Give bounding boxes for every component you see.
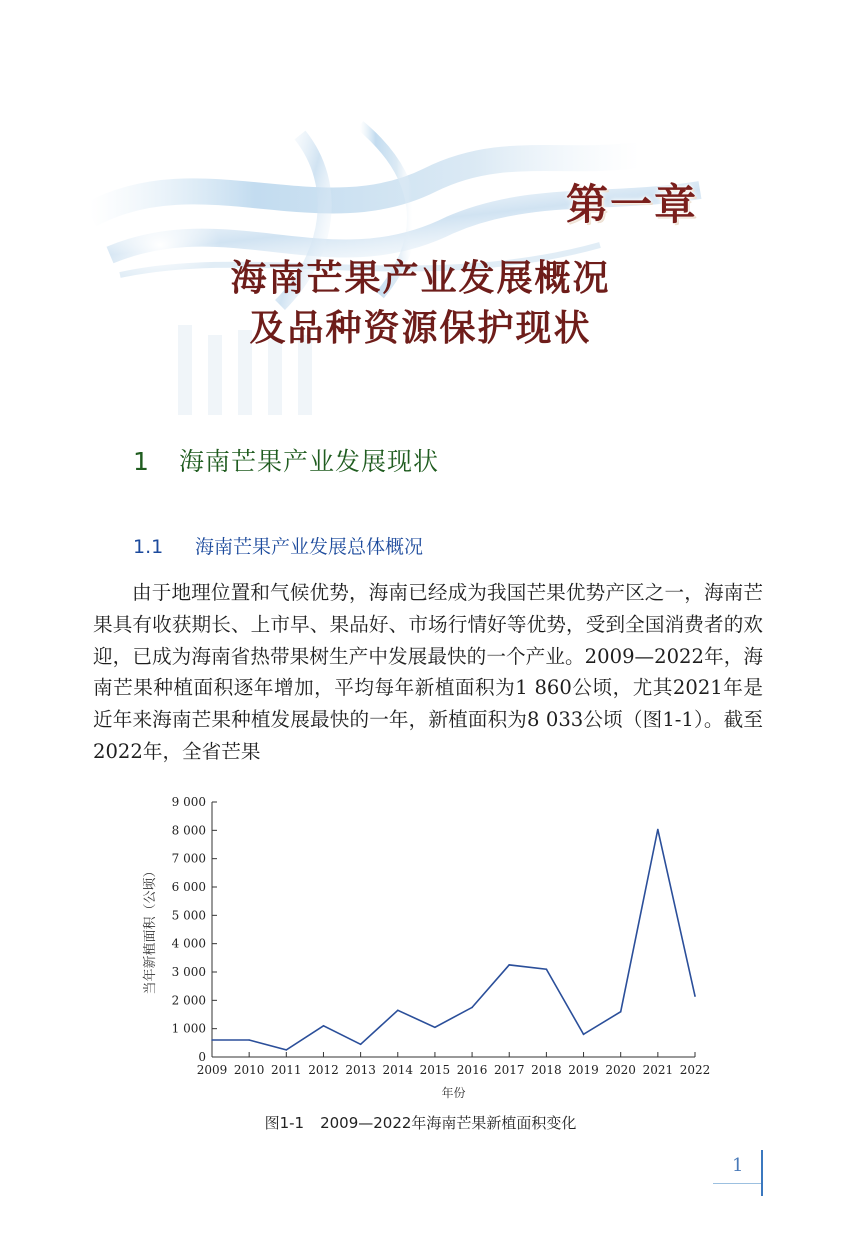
data-point	[286, 1049, 288, 1051]
data-point	[434, 1026, 436, 1028]
page-number: 1	[732, 1155, 744, 1176]
x-tick-label: 2011	[271, 1063, 302, 1077]
x-tick-label: 2018	[531, 1063, 562, 1077]
section-title: 海南芒果产业发展现状	[179, 447, 440, 476]
section-heading	[133, 442, 439, 478]
x-tick-label: 2009	[196, 1063, 228, 1077]
chapter-title-line-2: 及品种资源保护现状	[249, 308, 592, 349]
line-chart	[140, 790, 711, 1110]
section-number: 1	[133, 447, 150, 476]
page-underline	[713, 1183, 761, 1184]
x-tick-label: 2010	[233, 1063, 265, 1077]
data-point	[248, 1039, 250, 1041]
x-tick-label: 2021	[642, 1063, 674, 1077]
y-tick-label: 7 000	[171, 851, 206, 866]
x-tick-label: 2017	[493, 1063, 525, 1077]
data-point	[211, 1039, 213, 1041]
figure-caption	[0, 1112, 841, 1133]
subsection-title: 海南芒果产业发展总体概况	[195, 536, 424, 558]
x-tick-label: 2020	[605, 1063, 636, 1077]
series-line	[212, 829, 695, 1050]
figure-caption-text: 2009—2022年海南芒果新植面积变化	[320, 1114, 577, 1132]
x-tick-label: 2022	[679, 1063, 711, 1077]
x-tick-label: 2014	[382, 1063, 414, 1077]
x-tick-label: 2019	[568, 1063, 599, 1077]
y-tick-label: 5 000	[171, 908, 206, 923]
data-point	[583, 1034, 585, 1036]
x-tick-label: 2015	[419, 1063, 451, 1077]
subsection-number: 1.1	[133, 536, 164, 558]
y-tick-label: 1 000	[171, 1021, 206, 1036]
x-tick-label: 2012	[308, 1063, 339, 1077]
x-axis-title: 年份	[441, 1086, 466, 1100]
y-tick-label: 9 000	[171, 795, 206, 809]
data-point	[360, 1043, 362, 1045]
y-tick-label: 3 000	[171, 965, 206, 979]
data-point	[397, 1009, 399, 1011]
body-paragraph: 由于地理位置和气候优势，海南已经成为我国芒果优势产区之一，海南芒果具有收获期长、上市早、果品好、市场行情好等优势，受到全国消费者的欢迎，已成为海南省热带果树生产中发展最快的一个产业。2009—2022年，海南芒果种植面积逐年增加，平均每年新植面积为1 860公顷，尤其2021年是近年来海南芒果种植发展最快的一年，新植面积为8 033公顷（图1-1）。截至2022年，全省芒果	[93, 581, 763, 763]
data-point	[620, 1011, 622, 1013]
y-axis-title: 当年新植面积（公顷）	[143, 864, 158, 995]
data-point	[657, 829, 659, 831]
y-tick-label: 6 000	[171, 880, 206, 894]
y-tick-label: 2 000	[171, 993, 206, 1008]
data-point	[323, 1025, 325, 1027]
data-point	[694, 995, 696, 997]
page-number-rule	[761, 1150, 763, 1196]
data-point	[471, 1007, 473, 1009]
y-tick-label: 4 000	[171, 936, 206, 951]
chapter-title-line-1: 海南芒果产业发展概况	[230, 258, 611, 299]
x-tick-label: 2013	[345, 1063, 376, 1077]
data-point	[546, 968, 548, 970]
y-tick-label: 0	[198, 1050, 206, 1064]
y-tick-label: 8 000	[171, 823, 206, 838]
subsection-heading	[133, 532, 423, 559]
chapter-badge: 第一章	[566, 180, 699, 229]
data-point	[508, 964, 510, 966]
x-tick-label: 2016	[456, 1063, 488, 1077]
figure-label: 图1-1	[264, 1114, 305, 1132]
